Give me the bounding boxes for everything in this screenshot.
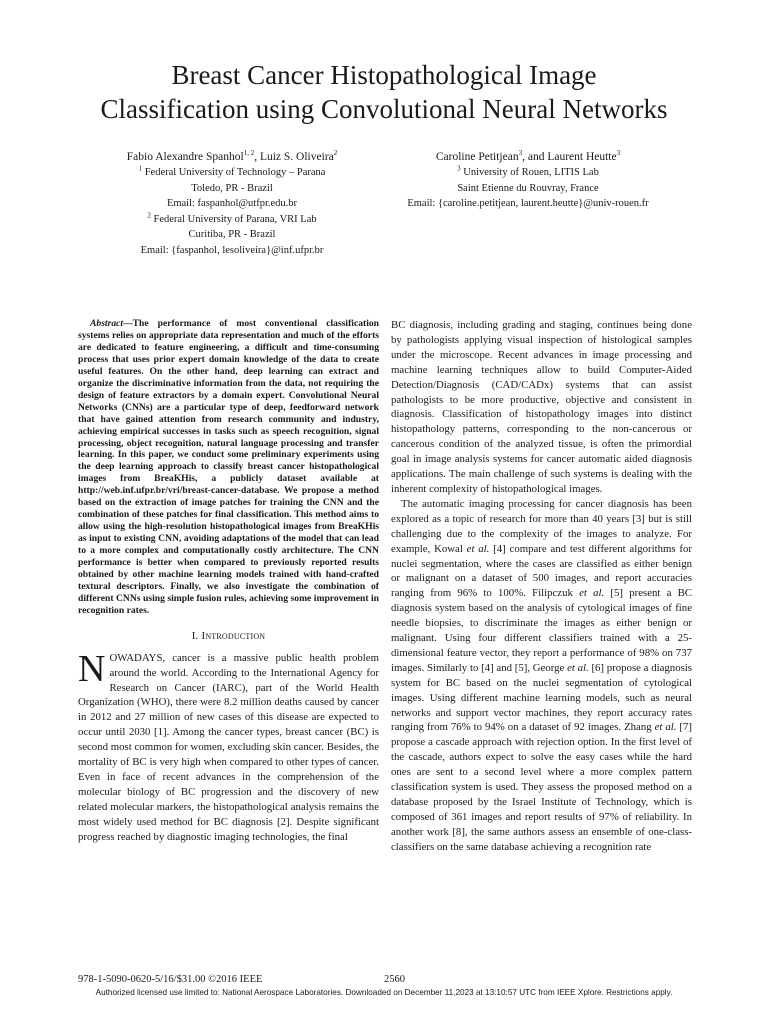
affiliation-line [62,165,402,181]
et-al: et al. [466,542,490,555]
affiliation-superscript: 2 [147,211,151,219]
left-column [78,318,379,845]
affiliation-superscript: 3 [457,164,461,173]
et-al: et al. [579,587,605,600]
text-run: [4] compare and test different algorithms for nuclei segmentation, where the cases are classified as either benign or malignant on a dataset of 500 images, and report accuracies ranging from 96% to 100%. Filipczuk [391,542,692,600]
section-title: Introduction [201,629,266,642]
author-superscript: 3 [616,149,621,158]
affiliation-block-right [378,149,678,212]
page-number: 2560 [384,974,405,985]
affiliation-block-left [62,149,402,258]
license-notice: Authorized licensed use limited to: National Aerospace Laboratories. Downloaded on December 11,2023 at 13:10:57 UTC from IEEE Xplore. Restrictions apply. [95,988,673,997]
affiliation-city: Curitiba, PR - Brazil [188,229,276,240]
intro-paragraph-1-continued: BC diagnosis, including grading and staging, continues being done by pathologists applying visual inspection of histological samples under the microscope. Recent advances in image processing and machine learning techniques allow to build Computer-Aided Detection/Diagnosis (CAD/CADx) systems that can assist pathologists to be more productive, objective and consistent in diagnosis. Classification of histopathology images into distinct histopathology patterns, corresponding to the non-cancerous or cancerous condition of the analyzed tissue, is often the primordial goal in image analysis systems for cancer automatic aided diagnosis applications. The main challenge of such systems is dealing with the inherent complexity of histopathological images. [391,319,692,495]
affiliation-line [378,165,678,181]
author-name: , Luiz S. Oliveira [254,151,334,163]
intro-paragraph-2 [391,497,692,855]
section-heading-introduction [78,629,379,644]
author-superscript: 2 [333,149,338,158]
et-al: et al. [654,721,677,734]
abstract-text: —The performance of most conventional classification systems relies on appropriate data representation and much of the efforts are dedicated to feature engineering, a difficult and time-consuming process that uses prior expert domain knowledge of the data to create useful features. On the other hand, deep learning can extract and organize the discriminative information from the data, not requiring the design of feature extractors by a domain expert. Convolutional Neural Networks (CNNs) are a particular type of deep, feedforward network that have gained attention from research community and industry, achieving empirical successes in tasks such as speech recognition, signal processing, object recognition, natural language processing and transfer learning. In this paper, we conduct some preliminary experiments using the deep learning approach to classify breast cancer histopathological images from BreaKHis, a publicly dataset available at http://web.inf.ufpr.br/vri/breast-cancer-database. We propose a method based on the extraction of image patches for training the CNN and the combination of these patches for final classification. This method aims to allow using the high-resolution histopathological images from BreaKHis as input to existing CNN, avoiding adaptations of the model that can lead to a more complex and computationally costly architecture. The CNN performance is better when compared to previously reported results obtained by other machine learning models trained with hand-crafted textural descriptors. Finally, we also investigate the combination of different CNNs using simple fusion rules, achieving some improvement in recognition rates. [78,318,379,616]
et-al: et al. [567,661,589,674]
affiliation-city: Toledo, PR - Brazil [191,182,273,194]
intro-paragraph-1 [78,647,379,845]
right-column [391,318,692,855]
section-numeral: I. [191,629,202,642]
text-run: [6] propose a diagnosis system for BC based on the nuclei segmentation of cytological images. Using different machine learning models, such as neural networks and support vector machines, they report accuracy rates ranging from 76% to 94% on a dataset of 92 images. Zhang [391,661,692,734]
affiliation-superscript: 1 [138,164,143,173]
text-run: The automatic imaging processing for cancer diagnosis has been explored as a topic of research for more than 40 years [3] but is still challenging due to the complexity of the images to analyze. For example, Kowal [391,497,692,555]
author-superscript: 3 [518,149,523,158]
footer-isbn: 978-1-5090-0620-5/16/$31.00 ©2016 IEEE [78,974,263,985]
author-name: Fabio Alexandre Spanhol [126,151,244,163]
author-name: Caroline Petitjean [435,151,519,163]
abstract [78,318,379,617]
text-run: [5] present a BC diagnosis system based on the analysis of cytological images of fine needle biopsies, to discriminate the images as either benign or malignant. Using four different classifiers trained with a 25-dimensional feature vector, they report a performance of 98% on 737 images. Similarly to [4] and [5], George [391,587,693,674]
affiliation-email: Email: {faspanhol, lesoliveira}@inf.ufpr.br [140,244,324,256]
affiliation-email: Email: {caroline.petitjean, laurent.heutte}@univ-rouen.fr [407,198,649,209]
affiliation-name: Federal University of Parana, VRI Lab [150,213,317,225]
intro-paragraph-1-text: OWADAYS, cancer is a massive public health problem around the world. According to the International Agency for Research on Cancer (IARC), part of the World Health Organization (WHO), there were 8.2 million deaths caused by cancer in 2012 and 27 million of new cases of this disease are expected to occur until 2030 [1]. Among the cancer types, breast cancer (BC) is second most common for women, excluding skin cancer. Besides, the mortality of BC is very high when compared to other types of cancer. Even in face of recent advances in the comprehension of the molecular biology of BC progression and the discovery of new related molecular markers, the histopathological analysis remains the most widely used method for BC diagnosis [2]. Despite significant progress reached by diagnostic imaging technologies, the final [78,651,379,843]
affiliation-email: Email: faspanhol@utfpr.edu.br [166,198,298,209]
title-line-1: Breast Cancer Histopathological Image [171,60,597,90]
affiliation-name: Federal University of Technology – Parana [142,167,326,178]
author-superscript: 1, 2 [243,149,255,158]
title-line-2: Classification using Convolutional Neural Networks [100,94,668,124]
affiliation-name: University of Rouen, LITIS Lab [460,167,599,178]
author-names-left [62,149,402,165]
abstract-label: Abstract [90,318,124,329]
author-names-right [378,149,678,165]
author-name: , and Laurent Heutte [522,151,617,163]
text-run: [7] propose a cascade approach with rejection option. In the first level of the cascade, authors expect to solve the easy cases while the hard ones are sent to a second level where a more complex pattern classification system is used. They assess the proposed method on a database proposed by the Israel Institute of Technology, which is composed of 361 images and report results of 97% of reliability. In another work [8], the same authors assess an ensemble of one-class-classifiers on the same database achieving a recognition rate [391,721,692,853]
affiliation-line [62,212,402,228]
affiliation-city: Saint Etienne du Rouvray, France [457,182,599,194]
paper-title [0,58,768,126]
drop-cap: N [78,647,106,690]
